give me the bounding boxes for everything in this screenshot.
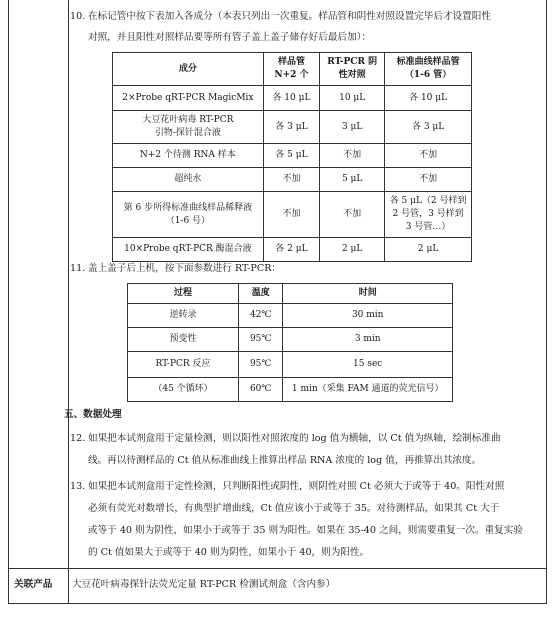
table-row xyxy=(128,328,453,352)
table-cell: 不加 xyxy=(263,168,319,192)
table-cell: 95℃ xyxy=(239,328,283,352)
table-cell: 95℃ xyxy=(239,352,283,378)
step12-line2: 线。再以待测样品的 Ct 值从标准曲线上推算出样品 RNA 浓度的 log 值，再推算出其浓度。 xyxy=(88,455,482,466)
table-row xyxy=(128,352,453,378)
table-cell: 各 3 μL xyxy=(385,111,472,144)
table-row xyxy=(113,192,472,238)
table-cell: 各 5 μL xyxy=(263,144,319,168)
table-row xyxy=(128,378,453,402)
table-cell: 不加 xyxy=(320,192,385,238)
table-cell: 3 μL xyxy=(320,111,385,144)
table-cell: 不加 xyxy=(385,144,472,168)
table-row xyxy=(113,86,472,111)
table-row xyxy=(113,111,472,144)
table-cell: 10×Probe qRT-PCR 酶混合液 xyxy=(113,238,264,262)
table-row xyxy=(128,304,453,328)
step12-number: 12. xyxy=(70,433,86,444)
related-product-label: 关联产品 xyxy=(14,579,53,590)
table-header-cell: 成分 xyxy=(113,53,264,86)
table-cell: 2 μL xyxy=(320,238,385,262)
table-header-cell: 标准曲线样品管 （1-6 管） xyxy=(385,53,472,86)
step13-line2: 必须有荧光对数增长，有典型扩增曲线，Ct 值应该小于或等于 35。对待测样品，如果其 Ct 大于 xyxy=(88,503,500,514)
step13-line4: 的 Ct 值如果大于或等于 40 则为阴性，如果小于 40，则为阳性。 xyxy=(88,547,370,558)
table-header-row xyxy=(113,53,472,86)
table-header-cell: 样品管 N+2 个 xyxy=(263,53,319,86)
step11-number: 11. xyxy=(70,263,86,274)
table-row xyxy=(113,168,472,192)
table-header-cell: RT-PCR 阴 性对照 xyxy=(320,53,385,86)
table-cell: 不加 xyxy=(263,192,319,238)
table-row xyxy=(113,238,472,262)
table-cell: 30 min xyxy=(283,304,453,328)
table-cell: 大豆花叶病毒 RT-PCR 引物-探针混合液 xyxy=(113,111,264,144)
table-cell: 1 min（采集 FAM 通道的荧光信号） xyxy=(283,378,453,402)
table-row xyxy=(113,144,472,168)
table-header-row xyxy=(128,284,453,304)
section-title: 五、数据处理 xyxy=(64,409,122,420)
table-header-cell: 过程 xyxy=(128,284,239,304)
components-table xyxy=(112,52,472,262)
table-cell: 5 μL xyxy=(320,168,385,192)
table-cell: 各 10 μL xyxy=(385,86,472,111)
step13-number: 13. xyxy=(70,481,86,492)
step13-line3: 或等于 40 则为阴性，如果小于或等于 35 则为阳性。如果在 35-40 之间，则需要重复一次。重复实验 xyxy=(88,525,523,536)
step12-line1: 如果把本试剂盒用于定量检测，则以阳性对照浓度的 log 值为横轴，以 Ct 值为纵轴，绘制标准曲 xyxy=(88,433,501,444)
table-cell: N+2 个待测 RNA 样本 xyxy=(113,144,264,168)
table-cell: 42℃ xyxy=(239,304,283,328)
table-cell: 超纯水 xyxy=(113,168,264,192)
table-cell: 不加 xyxy=(320,144,385,168)
table-cell: 各 3 μL xyxy=(263,111,319,144)
row-divider xyxy=(9,568,546,569)
step10-number: 10. xyxy=(70,11,86,22)
step11-text: 盖上盖子后上机，按下面参数进行 RT-PCR： xyxy=(88,263,282,274)
step13-line1: 如果把本试剂盒用于定性检测，只判断阳性或阴性，则阴性对照 Ct 必须大于或等于 40。阳性对照 xyxy=(88,481,505,492)
table-cell: RT-PCR 反应 xyxy=(128,352,239,378)
table-cell: 3 min xyxy=(283,328,453,352)
table-cell: 10 μL xyxy=(320,86,385,111)
step10-line1: 在标记管中按下表加入各成分（本表只列出一次重复。样品管和阴性对照设置完毕后才设置阳性 xyxy=(88,11,491,22)
table-cell: 各 10 μL xyxy=(263,86,319,111)
table-cell: 2 μL xyxy=(385,238,472,262)
table-cell: 第 6 步所得标准曲线样品稀释液 （1-6 号） xyxy=(113,192,264,238)
table-cell: 逆转录 xyxy=(128,304,239,328)
rtpcr-params-table xyxy=(127,283,453,402)
step10-line2: 对照，并且阳性对照样品要等所有管子盖上盖子储存好后最后加）： xyxy=(88,32,372,43)
table-cell: 各 5 μL（2 号样到 2 号管，3 号样到 3 号管…） xyxy=(385,192,472,238)
table-cell: 不加 xyxy=(385,168,472,192)
table-cell: 15 sec xyxy=(283,352,453,378)
related-product-value: 大豆花叶病毒探针法荧光定量 RT-PCR 检测试剂盒（含内参） xyxy=(72,579,336,590)
table-cell: （45 个循环） xyxy=(128,378,239,402)
table-cell: 各 2 μL xyxy=(263,238,319,262)
table-cell: 60℃ xyxy=(239,378,283,402)
column-divider xyxy=(68,0,69,603)
table-header-cell: 温度 xyxy=(239,284,283,304)
table-header-cell: 时间 xyxy=(283,284,453,304)
table-cell: 预变性 xyxy=(128,328,239,352)
table-cell: 2×Probe qRT-PCR MagicMix xyxy=(113,86,264,111)
